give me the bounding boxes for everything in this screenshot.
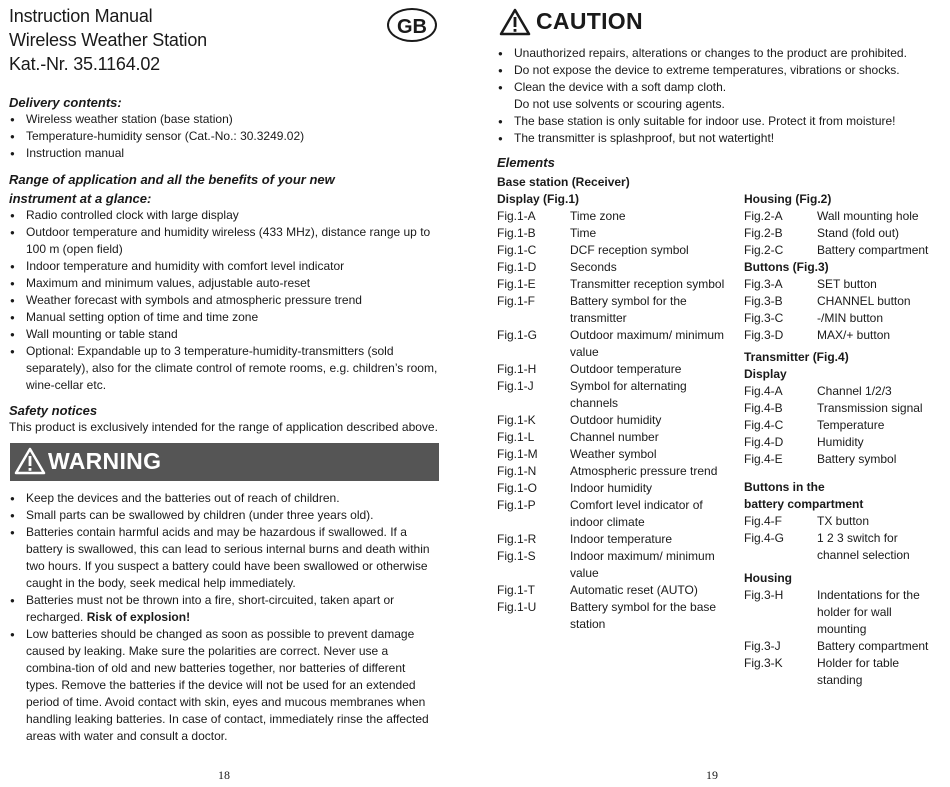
figure-label: Transmission signal: [817, 401, 923, 415]
safety-heading: Safety notices: [9, 403, 98, 418]
figure-label: Outdoor temperature: [570, 362, 682, 376]
figure-ref: Fig.3-C: [744, 311, 784, 325]
fire-text: Batteries must not be thrown into a fire, short-circuited, taken apart or recharged.: [26, 593, 395, 624]
housing-fig2-table: [744, 208, 939, 259]
table-row: [744, 242, 939, 259]
figure-label: Time: [570, 226, 597, 240]
list-item: ● Optional: Expandable up to 3 temperature-humidity-transmitters (sold separately), also for the climate control of remote rooms, e.g. children’s room, wine-cellar etc.: [9, 343, 439, 394]
figure-label: DCF reception symbol: [570, 243, 689, 257]
range-heading: Range of application and all the benefits of your new: [9, 172, 335, 187]
table-row: [497, 463, 737, 480]
table-row: [744, 293, 939, 310]
delivery-heading: Delivery contents:: [9, 95, 122, 110]
warning-list: [9, 490, 439, 592]
figure-label: Outdoor humidity: [570, 413, 662, 427]
table-row: [497, 497, 737, 531]
display-legend: [497, 208, 737, 633]
figure-label: Transmitter reception symbol: [570, 277, 725, 291]
caution-list: [497, 45, 937, 147]
figure-label: Indoor maximum/ minimum value: [570, 549, 715, 580]
table-row: [497, 225, 737, 242]
table-row: [497, 412, 737, 429]
table-row: [744, 530, 939, 564]
list-item: ● Outdoor temperature and humidity wireless (433 MHz), distance range up to 100 m (open field): [9, 224, 439, 258]
housing-heading: Housing: [744, 571, 792, 585]
transmitter-heading: Transmitter (Fig.4): [744, 350, 849, 364]
range-heading: instrument at a glance:: [9, 191, 152, 206]
figure-ref: Fig.3-A: [744, 277, 783, 291]
figure-ref: Fig.4-G: [744, 531, 785, 545]
figure-label: 1 2 3 switch for channel selection: [817, 531, 910, 562]
housing-fig2-heading: Housing (Fig.2): [744, 192, 832, 206]
list-item: ● Radio controlled clock with large display: [9, 207, 439, 224]
figure-ref: Fig.1-M: [497, 447, 538, 461]
figure-ref: Fig.3-J: [744, 639, 781, 653]
table-row: [497, 208, 737, 225]
figure-label: Battery symbol for the base station: [570, 600, 717, 631]
figure-label: Outdoor maximum/ minimum value: [570, 328, 725, 359]
table-row: [744, 310, 939, 327]
figure-ref: Fig.1-B: [497, 226, 536, 240]
figure-ref: Fig.4-F: [744, 514, 783, 528]
warning-icon: [14, 447, 46, 475]
warning-list-extra: [9, 592, 439, 745]
table-row: [744, 587, 939, 638]
figure-label: -/MIN button: [817, 311, 884, 325]
table-row: [744, 276, 939, 293]
figure-ref: Fig.4-E: [744, 452, 783, 466]
buttons-battery-table: [744, 513, 939, 564]
list-item: ● Small parts can be swallowed by children (under three years old).: [9, 507, 439, 524]
figure-label: Weather symbol: [570, 447, 657, 461]
table-row: [497, 259, 737, 276]
figure-label: Automatic reset (AUTO): [570, 583, 698, 597]
list-item: ● The base station is only suitable for indoor use. Protect it from moisture!: [497, 113, 937, 130]
range-list: [9, 207, 439, 394]
figure-label: Battery compartment: [817, 639, 929, 653]
title-line: Instruction Manual: [9, 6, 153, 26]
table-row: [744, 327, 939, 344]
list-item: ● Batteries contain harmful acids and may be hazardous if swallowed. If a battery is swallowed, this can lead to serious internal burns and death within two hours. If you suspect a battery could have been swallowed or otherwise caught in the body, seek medical help immediately.: [9, 524, 439, 592]
list-item: ● Wireless weather station (base station): [9, 111, 444, 128]
display-table: [497, 208, 737, 633]
figure-ref: Fig.3-H: [744, 588, 784, 602]
figure-label: Wall mounting hole: [817, 209, 919, 223]
base-station-heading: Base station (Receiver): [497, 175, 630, 189]
safety-text: This product is exclusively intended for the range of application described above.: [9, 420, 438, 434]
figure-ref: Fig.4-B: [744, 401, 783, 415]
list-item: ● Clean the device with a soft damp cloth. Do not use solvents or scouring agents.: [497, 79, 937, 113]
list-item: ● The transmitter is splashproof, but not watertight!: [497, 130, 937, 147]
figure-ref: Fig.4-C: [744, 418, 784, 432]
figure-label: Humidity: [817, 435, 864, 449]
list-item: [9, 592, 439, 626]
range-section: [9, 171, 444, 394]
figure-label: Channel number: [570, 430, 659, 444]
figure-ref: Fig.1-U: [497, 600, 537, 614]
table-row: [497, 582, 737, 599]
caution-section: [497, 45, 937, 147]
list-item: ● Unauthorized repairs, alterations or changes to the product are prohibited.: [497, 45, 937, 62]
figure-ref: Fig.1-D: [497, 260, 537, 274]
figure-label: Atmospheric pressure trend: [570, 464, 718, 478]
table-row: [497, 480, 737, 497]
figure-ref: Fig.1-L: [497, 430, 535, 444]
table-row: [744, 225, 939, 242]
figure-ref: Fig.3-B: [744, 294, 783, 308]
figure-label: TX button: [817, 514, 870, 528]
figure-label: Battery symbol for the transmitter: [570, 294, 687, 325]
table-row: [744, 400, 939, 417]
figure-ref: Fig.1-O: [497, 481, 538, 495]
figure-ref: Fig.1-E: [497, 277, 536, 291]
figure-ref: Fig.2-A: [744, 209, 783, 223]
list-item: ● Do not expose the device to extreme temperatures, vibrations or shocks.: [497, 62, 937, 79]
figure-ref: Fig.1-C: [497, 243, 537, 257]
page-number: 18: [218, 768, 230, 782]
page-number: 19: [706, 768, 718, 782]
warning-banner: [10, 443, 439, 481]
table-row: [497, 276, 737, 293]
explosion-warning: Risk of explosion!: [86, 610, 191, 624]
list-item: ● Wall mounting or table stand: [9, 326, 439, 343]
table-row: [744, 383, 939, 400]
display-heading: Display (Fig.1): [497, 192, 580, 206]
housing-table: [744, 587, 939, 689]
table-row: [497, 446, 737, 463]
table-row: [497, 242, 737, 259]
figure-ref: Fig.1-K: [497, 413, 536, 427]
figure-ref: Fig.2-C: [744, 243, 784, 257]
caution-icon: [499, 8, 531, 36]
list-item: ● Keep the devices and the batteries out of reach of children.: [9, 490, 439, 507]
figure-ref: Fig.1-H: [497, 362, 537, 376]
table-row: [497, 361, 737, 378]
list-item: ● Instruction manual: [9, 145, 444, 162]
figure-label: Battery symbol: [817, 452, 897, 466]
figure-ref: Fig.3-K: [744, 656, 783, 670]
list-item: ● Maximum and minimum values, adjustable auto-reset: [9, 275, 439, 292]
caution-label: CAUTION: [536, 8, 643, 34]
table-row: [497, 327, 737, 361]
document-title: [9, 4, 207, 76]
table-row: [497, 531, 737, 548]
figure-label: Holder for table standing: [817, 656, 900, 687]
caution-header: [499, 8, 699, 42]
figure-label: MAX/+ button: [817, 328, 891, 342]
table-row: [744, 208, 939, 225]
figure-ref: Fig.4-A: [744, 384, 783, 398]
buttons-battery-heading: battery compartment: [744, 497, 864, 511]
list-item: ● Indoor temperature and humidity with comfort level indicator: [9, 258, 439, 275]
table-row: [497, 293, 737, 327]
list-item: ● Weather forecast with symbols and atmospheric pressure trend: [9, 292, 439, 309]
table-row: [497, 548, 737, 582]
table-row: [744, 655, 939, 689]
figure-label: Indentations for the holder for wall mounting: [817, 588, 920, 636]
figure-ref: Fig.3-D: [744, 328, 784, 342]
figure-ref: Fig.1-F: [497, 294, 536, 308]
title-line: Wireless Weather Station: [9, 30, 207, 50]
buttons-fig3-table: [744, 276, 939, 344]
buttons-battery-heading: Buttons in the: [744, 480, 825, 494]
figure-label: Indoor temperature: [570, 532, 673, 546]
figure-ref: Fig.1-P: [497, 498, 536, 512]
display4-heading: Display: [744, 367, 787, 381]
figure-ref: Fig.4-D: [744, 435, 784, 449]
right-column: [744, 191, 939, 689]
figure-ref: Fig.2-B: [744, 226, 783, 240]
figure-label: Temperature: [817, 418, 885, 432]
figure-label: Indoor humidity: [570, 481, 653, 495]
display4-table: [744, 383, 939, 468]
language-badge: GB: [387, 8, 437, 42]
table-row: [744, 638, 939, 655]
table-row: [744, 451, 939, 468]
figure-ref: Fig.1-S: [497, 549, 536, 563]
figure-label: Time zone: [570, 209, 626, 223]
figure-ref: Fig.1-J: [497, 379, 534, 393]
figure-label: Comfort level indicator of indoor climate: [570, 498, 703, 529]
elements-heading: Elements: [497, 155, 555, 170]
figure-ref: Fig.1-G: [497, 328, 538, 342]
table-row: [744, 417, 939, 434]
figure-ref: Fig.1-A: [497, 209, 536, 223]
warning-section: [9, 490, 439, 745]
table-row: [744, 434, 939, 451]
figure-label: Battery compartment: [817, 243, 929, 257]
table-row: [497, 429, 737, 446]
table-row: [497, 378, 737, 412]
warning-label: WARNING: [48, 448, 162, 474]
figure-ref: Fig.1-R: [497, 532, 537, 546]
figure-label: Seconds: [570, 260, 617, 274]
figure-label: Channel 1/2/3: [817, 384, 892, 398]
figure-label: SET button: [817, 277, 877, 291]
table-row: [744, 513, 939, 530]
list-item: ● Manual setting option of time and time zone: [9, 309, 439, 326]
list-item: ● Low batteries should be changed as soon as possible to prevent damage caused by leaking. Make sure the polarities are correct. Never use a combina-tion of old and new batteries together, nor batteries of different types. Remove the batteries if the device will not be used for an extended period of time. Avoid contact with skin, eyes and mucous membranes when handling leaking batteries. In case of contact, immediately rinse the affected areas with water and consult a doctor.: [9, 626, 439, 745]
table-row: [497, 599, 737, 633]
delivery-section: [9, 94, 444, 162]
delivery-list: [9, 111, 444, 162]
list-item: ● Temperature-humidity sensor (Cat.-No.: 30.3249.02): [9, 128, 444, 145]
figure-label: Stand (fold out): [817, 226, 900, 240]
title-line: Kat.-Nr. 35.1164.02: [9, 54, 160, 74]
figure-label: Symbol for alternating channels: [570, 379, 687, 410]
figure-ref: Fig.1-T: [497, 583, 536, 597]
safety-section: [9, 402, 444, 436]
figure-label: CHANNEL button: [817, 294, 911, 308]
buttons-fig3-heading: Buttons (Fig.3): [744, 260, 829, 274]
figure-ref: Fig.1-N: [497, 464, 537, 478]
